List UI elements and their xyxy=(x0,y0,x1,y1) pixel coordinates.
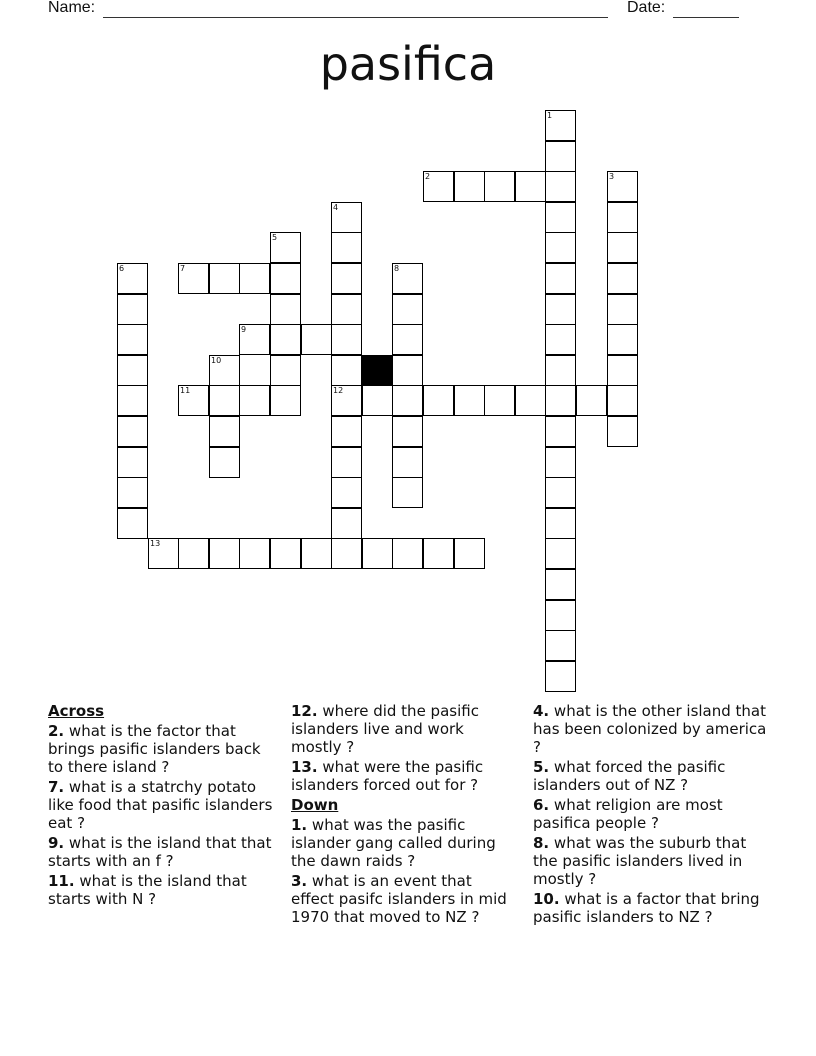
grid-cell[interactable] xyxy=(515,171,546,202)
down-clue: 8. what was the suburb that the pasific islanders lived in mostly ? xyxy=(533,834,747,888)
clue-column-2 xyxy=(291,702,517,928)
grid-cell[interactable] xyxy=(607,263,638,294)
grid-cell[interactable] xyxy=(301,324,332,355)
puzzle-title: pasifica xyxy=(319,37,497,91)
grid-cell[interactable] xyxy=(545,416,576,447)
grid-cell[interactable] xyxy=(331,263,362,294)
grid-cell[interactable] xyxy=(117,385,148,416)
clue-column-1 xyxy=(48,702,280,910)
grid-cell[interactable] xyxy=(148,538,179,569)
grid-cell[interactable] xyxy=(178,538,209,569)
grid-cell[interactable] xyxy=(209,385,240,416)
grid-cell[interactable] xyxy=(209,538,240,569)
grid-cell[interactable] xyxy=(607,202,638,233)
clue-number: 5 xyxy=(272,233,278,242)
grid-cell[interactable] xyxy=(607,385,638,416)
grid-cell[interactable] xyxy=(117,324,148,355)
grid-cell[interactable] xyxy=(117,294,148,325)
grid-cell[interactable] xyxy=(454,171,485,202)
grid-cell[interactable] xyxy=(209,416,240,447)
grid-cell[interactable] xyxy=(331,355,362,386)
grid-cell[interactable] xyxy=(392,355,423,386)
grid-cell[interactable] xyxy=(607,324,638,355)
grid-cell[interactable] xyxy=(545,355,576,386)
grid-cell[interactable] xyxy=(270,294,301,325)
grid-cell[interactable] xyxy=(392,538,423,569)
grid-cell[interactable] xyxy=(239,324,270,355)
grid-cell[interactable] xyxy=(392,263,423,294)
grid-cell[interactable] xyxy=(270,355,301,386)
grid-cell[interactable] xyxy=(484,171,515,202)
grid-cell[interactable] xyxy=(515,385,546,416)
grid-cell[interactable] xyxy=(270,324,301,355)
down-heading: Down xyxy=(291,796,339,814)
grid-cell[interactable] xyxy=(607,416,638,447)
grid-cell[interactable] xyxy=(331,232,362,263)
grid-cell[interactable] xyxy=(331,202,362,233)
grid-cell[interactable] xyxy=(423,171,454,202)
grid-cell[interactable] xyxy=(239,385,270,416)
grid-cell[interactable] xyxy=(117,477,148,508)
across-clue: 2. what is the factor that brings pasific islanders back to there island ? xyxy=(48,722,261,776)
across-clue: 12. where did the pasific islanders live and work mostly ? xyxy=(291,702,479,756)
clue-number: 10 xyxy=(211,356,222,365)
grid-cell[interactable] xyxy=(301,538,332,569)
grid-cell[interactable] xyxy=(331,508,362,539)
grid-cell[interactable] xyxy=(423,385,454,416)
grid-cell[interactable] xyxy=(270,538,301,569)
grid-cell[interactable] xyxy=(331,447,362,478)
down-clue: 6. what religion are most pasifica people ? xyxy=(533,796,723,832)
grid-cell[interactable] xyxy=(607,294,638,325)
grid-cell[interactable] xyxy=(331,477,362,508)
grid-cell[interactable] xyxy=(178,263,209,294)
down-clue: 5. what forced the pasific islanders out of NZ ? xyxy=(533,758,726,794)
grid-cell[interactable] xyxy=(545,110,576,141)
grid-cell[interactable] xyxy=(454,385,485,416)
across-clue: 7. what is a statrchy potato like food that pasific islanders eat ? xyxy=(48,778,273,832)
grid-cell[interactable] xyxy=(607,355,638,386)
grid-cell[interactable] xyxy=(117,355,148,386)
clue-number: 9 xyxy=(241,325,247,334)
across-heading: Across xyxy=(48,702,105,720)
clue-number: 13 xyxy=(150,539,161,548)
grid-block xyxy=(362,355,393,386)
grid-cell[interactable] xyxy=(209,447,240,478)
grid-cell[interactable] xyxy=(270,263,301,294)
grid-cell[interactable] xyxy=(209,355,240,386)
grid-cell[interactable] xyxy=(331,538,362,569)
grid-cell[interactable] xyxy=(423,538,454,569)
grid-cell[interactable] xyxy=(545,232,576,263)
grid-cell[interactable] xyxy=(392,324,423,355)
grid-cell[interactable] xyxy=(545,385,576,416)
across-clue: 11. what is the island that starts with N ? xyxy=(48,872,247,908)
clue-number: 6 xyxy=(119,264,125,273)
grid-cell[interactable] xyxy=(362,538,393,569)
grid-cell[interactable] xyxy=(545,477,576,508)
across-clue: 9. what is the island that that starts with an f ? xyxy=(48,834,272,870)
grid-cell[interactable] xyxy=(331,385,362,416)
grid-cell[interactable] xyxy=(484,385,515,416)
clue-number: 2 xyxy=(425,172,431,181)
grid-cell[interactable] xyxy=(545,324,576,355)
clue-column-3 xyxy=(533,702,768,928)
down-clue: 3. what is an event that effect pasifc islanders in mid 1970 that moved to NZ ? xyxy=(291,872,507,926)
grid-cell[interactable] xyxy=(392,385,423,416)
grid-cell[interactable] xyxy=(607,232,638,263)
grid-cell[interactable] xyxy=(117,263,148,294)
grid-cell[interactable] xyxy=(545,202,576,233)
grid-cell[interactable] xyxy=(117,508,148,539)
grid-cell[interactable] xyxy=(117,447,148,478)
grid-cell[interactable] xyxy=(331,294,362,325)
clue-number: 11 xyxy=(180,386,191,395)
grid-cell[interactable] xyxy=(545,600,576,631)
grid-cell[interactable] xyxy=(545,508,576,539)
grid-cell[interactable] xyxy=(331,324,362,355)
grid-cell[interactable] xyxy=(392,416,423,447)
grid-cell[interactable] xyxy=(331,416,362,447)
clue-number: 12 xyxy=(333,386,344,395)
grid-cell[interactable] xyxy=(392,294,423,325)
grid-cell[interactable] xyxy=(270,385,301,416)
clue-number: 7 xyxy=(180,264,186,273)
clue-number: 8 xyxy=(394,264,400,273)
grid-cell[interactable] xyxy=(545,294,576,325)
name-label: Name: xyxy=(48,0,96,16)
grid-cell[interactable] xyxy=(545,630,576,661)
grid-cell[interactable] xyxy=(545,538,576,569)
down-clue: 4. what is the other island that has been colonized by america ? xyxy=(533,702,767,756)
grid-cell[interactable] xyxy=(239,538,270,569)
date-label: Date: xyxy=(627,0,666,16)
grid-cell[interactable] xyxy=(576,385,607,416)
down-clue: 10. what is a factor that bring pasific islanders to NZ ? xyxy=(533,890,760,926)
grid-cell[interactable] xyxy=(178,385,209,416)
grid-cell[interactable] xyxy=(545,141,576,172)
grid-cell[interactable] xyxy=(545,447,576,478)
grid-cell[interactable] xyxy=(545,661,576,692)
across-clue: 13. what were the pasific islanders forced out for ? xyxy=(291,758,484,794)
grid-cell[interactable] xyxy=(454,538,485,569)
grid-cell[interactable] xyxy=(392,477,423,508)
clue-number: 3 xyxy=(609,172,615,181)
grid-cell[interactable] xyxy=(545,569,576,600)
grid-cell[interactable] xyxy=(392,447,423,478)
grid-cell[interactable] xyxy=(270,232,301,263)
down-clue: 1. what was the pasific islander gang called during the dawn raids ? xyxy=(291,816,496,870)
grid-cell[interactable] xyxy=(607,171,638,202)
grid-cell[interactable] xyxy=(239,263,270,294)
clue-number: 1 xyxy=(547,111,553,120)
clue-number: 4 xyxy=(333,203,339,212)
grid-cell[interactable] xyxy=(545,263,576,294)
grid-cell[interactable] xyxy=(117,416,148,447)
grid-cell[interactable] xyxy=(545,171,576,202)
grid-cell[interactable] xyxy=(362,385,393,416)
grid-cell[interactable] xyxy=(209,263,240,294)
